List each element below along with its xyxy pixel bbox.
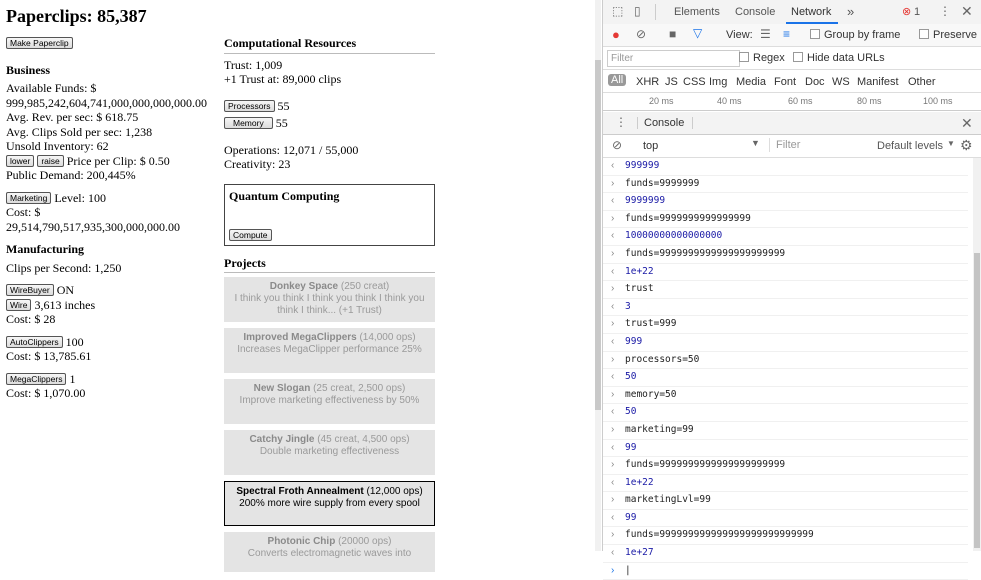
quantum-panel	[224, 184, 435, 246]
console-settings-gear-icon[interactable]: ⚙	[960, 137, 973, 153]
result-arrow-icon: ‹	[611, 230, 615, 242]
business-heading: Business	[6, 62, 51, 77]
context-selector[interactable]: top	[643, 140, 659, 152]
console-input-line	[603, 492, 968, 510]
regex-option[interactable]	[739, 52, 785, 64]
computational-heading: Computational Resources	[224, 36, 435, 54]
input-arrow-icon: ›	[611, 564, 615, 576]
wire-button[interactable]: Wire	[6, 299, 31, 311]
console-line-text: trust	[625, 283, 654, 295]
megaclippers-value: 1	[69, 371, 76, 386]
price-per-clip: Price per Clip: $ 0.50	[66, 153, 170, 168]
project-name: Improved MegaClippers	[243, 332, 357, 343]
console-line-text: marketingLvl=99	[625, 494, 711, 506]
result-arrow-icon: ‹	[611, 371, 615, 383]
console-line-text: 10000000000000000	[625, 230, 723, 242]
group-by-frame-label: Group by frame	[824, 29, 901, 41]
console-prompt[interactable]	[603, 563, 968, 580]
input-arrow-icon: ›	[611, 494, 615, 506]
console-toolbar	[603, 135, 981, 158]
more-tabs-icon[interactable]: »	[847, 4, 855, 19]
console-line-text: 99	[625, 511, 637, 523]
project-cost: (14,000 ops)	[356, 332, 416, 343]
console-line-text: 999	[625, 335, 643, 347]
error-count[interactable]: 1	[914, 6, 921, 18]
regex-checkbox[interactable]	[739, 52, 749, 62]
left-column	[6, 6, 216, 401]
filter-ws[interactable]: WS	[832, 76, 850, 88]
console-result-line	[603, 299, 968, 317]
console-input-line	[603, 176, 968, 194]
console-line-text: 50	[625, 371, 637, 383]
console-result-line	[603, 440, 968, 458]
console-result-line	[603, 193, 968, 211]
console-input-line	[603, 211, 968, 229]
project-desc: Double marketing effectiveness	[259, 446, 400, 457]
record-icon[interactable]: ●	[612, 27, 620, 42]
project-spectral-froth-annealment[interactable]	[224, 481, 435, 526]
avg-revenue: Avg. Rev. per sec: $ 618.75	[6, 110, 139, 124]
project-improved-megaclippers[interactable]	[224, 328, 435, 373]
console-result-line	[603, 158, 968, 176]
marketing-button[interactable]: Marketing	[6, 192, 51, 204]
input-arrow-icon: ›	[611, 388, 615, 400]
avg-clips-sold: Avg. Clips Sold per sec: 1,238	[6, 124, 153, 139]
project-cost: (250 creat)	[338, 281, 390, 292]
console-input-line	[603, 316, 968, 334]
timeline-tick: 60 ms	[788, 96, 813, 106]
page-scrollbar[interactable]	[595, 0, 601, 551]
input-arrow-icon: ›	[611, 247, 615, 259]
tab-elements[interactable]: Elements	[674, 6, 720, 18]
drawer-menu-icon[interactable]: ⋮	[615, 115, 627, 129]
group-by-frame-option[interactable]	[810, 29, 900, 41]
project-cost: (12,000 ops)	[363, 486, 423, 497]
view-label: View:	[726, 29, 753, 41]
project-donkey-space[interactable]	[224, 277, 435, 322]
page-scrollbar-thumb[interactable]	[595, 60, 601, 410]
result-arrow-icon: ‹	[611, 335, 615, 347]
console-input-line	[603, 527, 968, 545]
input-arrow-icon: ›	[611, 459, 615, 471]
page-title: Paperclips: 85,387	[6, 6, 147, 26]
console-result-line	[603, 334, 968, 352]
console-result-line	[603, 369, 968, 387]
preserve-log-checkbox[interactable]	[919, 29, 929, 39]
result-arrow-icon: ‹	[611, 441, 615, 453]
wirebuyer-state: ON	[56, 283, 75, 297]
lower-price-button[interactable]: lower	[6, 155, 34, 167]
console-line-text: marketing=99	[625, 423, 694, 435]
console-line-text: 999999	[625, 160, 660, 171]
network-filter-input[interactable]: Filter	[607, 50, 740, 67]
project-desc: 200% more wire supply from every spool	[239, 498, 420, 509]
make-paperclip-button[interactable]: Make Paperclip	[6, 37, 73, 49]
timeline-tick: 100 ms	[923, 96, 953, 106]
result-arrow-icon: ‹	[611, 300, 615, 312]
console-line-text: funds=9999999	[625, 177, 700, 189]
result-arrow-icon: ‹	[611, 160, 615, 171]
filter-font[interactable]: Font	[774, 76, 797, 88]
funds-value: 999,985,242,604,741,000,000,000,000.00	[6, 95, 207, 110]
unsold-inventory: Unsold Inventory: 62	[6, 139, 109, 153]
console-scrollbar-thumb[interactable]	[974, 253, 980, 548]
console-line-text: processors=50	[625, 353, 700, 365]
resource-type-filters	[603, 70, 981, 93]
project-photonic-chip[interactable]	[224, 532, 435, 572]
timeline-tick: 80 ms	[857, 96, 882, 106]
filter-doc[interactable]: Doc	[805, 76, 825, 88]
kebab-menu-icon[interactable]: ⋮	[939, 4, 951, 18]
console-line-text: funds=9999999999999999999999	[625, 247, 786, 259]
filter-manifest[interactable]: Manifest	[857, 76, 899, 88]
input-arrow-icon: ›	[611, 212, 615, 224]
timeline-tick: 40 ms	[717, 96, 742, 106]
network-toolbar	[603, 24, 981, 47]
project-catchy-jingle[interactable]	[224, 430, 435, 475]
input-arrow-icon: ›	[611, 177, 615, 189]
quantum-heading: Quantum Computing	[229, 188, 340, 203]
timeline-tick: 20 ms	[649, 96, 674, 106]
clear-console-icon[interactable]: ⊘	[612, 138, 623, 152]
memory-value: 55	[275, 116, 288, 130]
close-devtools-icon[interactable]: ✕	[961, 3, 973, 19]
filter-icon[interactable]: ▽	[693, 26, 703, 40]
console-line-text: funds=9999999999999999	[625, 212, 751, 224]
console-input-line	[603, 387, 968, 405]
console-result-line	[603, 404, 968, 422]
console-result-line	[603, 228, 968, 246]
console-input-line	[603, 422, 968, 440]
console-scrollbar[interactable]	[973, 158, 981, 551]
console-line-text: 3	[625, 300, 631, 312]
marketing-cost-value: 29,514,790,517,935,300,000,000.00	[6, 219, 180, 234]
wirebuyer-button[interactable]: WireBuyer	[6, 284, 54, 296]
result-arrow-icon: ‹	[611, 476, 615, 488]
memory-row	[224, 116, 435, 131]
console-line-text: funds=9999999999999999999999	[625, 459, 786, 471]
filter-js[interactable]: JS	[665, 76, 678, 88]
trust: Trust: 1,009	[224, 57, 283, 72]
filter-other[interactable]: Other	[908, 76, 936, 88]
tab-console[interactable]: Console	[735, 6, 776, 18]
console-line-text: |	[625, 564, 631, 576]
project-cost: (45 creat, 4,500 ops)	[314, 434, 410, 445]
tab-network[interactable]: Network	[791, 6, 832, 18]
console-line-text: trust=999	[625, 318, 677, 330]
network-timeline[interactable]	[603, 92, 981, 111]
filter-xhr[interactable]: XHR	[636, 76, 660, 88]
devtools-tabbar	[603, 0, 981, 25]
project-new-slogan[interactable]	[224, 379, 435, 424]
filter-css[interactable]: CSS	[683, 76, 706, 88]
autoclippers-row	[6, 335, 216, 350]
megaclippers-cost: Cost: $ 1,070.00	[6, 386, 86, 400]
console-result-line	[603, 545, 968, 563]
levels-dropdown-icon[interactable]: ▼	[947, 139, 955, 148]
creativity: Creativity: 23	[224, 157, 291, 171]
console-line-text: memory=50	[625, 388, 677, 400]
wire-value: 3,613 inches	[34, 297, 96, 312]
megaclippers-button[interactable]: MegaClippers	[6, 373, 66, 385]
compute-button[interactable]: Compute	[229, 229, 272, 241]
price-row	[6, 154, 216, 169]
console-result-line	[603, 510, 968, 528]
wirebuyer-row	[6, 283, 216, 298]
group-by-frame-checkbox[interactable]	[810, 29, 820, 39]
project-name: Donkey Space	[269, 281, 339, 292]
processors-value: 55	[277, 98, 290, 113]
project-name: Catchy Jingle	[249, 434, 315, 445]
wire-cost: Cost: $ 28	[6, 312, 56, 326]
input-arrow-icon: ›	[611, 353, 615, 365]
clips-per-second: Clips per Second: 1,250	[6, 260, 122, 275]
funds-label: Available Funds: $	[6, 81, 97, 95]
console-result-line	[603, 475, 968, 493]
log-levels-selector[interactable]: Default levels	[877, 140, 944, 152]
project-desc: Converts electromagnetic waves into	[247, 548, 412, 559]
filter-img[interactable]: Img	[709, 76, 728, 88]
console-line-text: 1e+22	[625, 265, 654, 277]
operations: Operations: 12,071 / 55,000	[224, 142, 359, 157]
processors-button[interactable]: Processors	[224, 100, 275, 112]
console-input-line	[603, 281, 968, 299]
console-line-text: 50	[625, 406, 637, 418]
public-demand: Public Demand: 200,445%	[6, 168, 136, 182]
console-output[interactable]	[603, 158, 968, 576]
console-input-line	[603, 246, 968, 264]
network-filter-row	[603, 47, 981, 70]
waterfall-icon[interactable]: ≡	[783, 27, 791, 41]
preserve-log-label: Preserve	[933, 29, 978, 41]
project-desc: Improve marketing effectiveness by 50%	[239, 395, 420, 406]
console-filter-input[interactable]: Filter	[769, 138, 868, 152]
raise-price-button[interactable]: raise	[37, 155, 63, 167]
autoclippers-cost: Cost: $ 13,785.61	[6, 349, 92, 363]
console-line-text: funds=999999999999999999999999999	[625, 529, 814, 541]
drawer-tab-console[interactable]: Console	[637, 117, 693, 129]
console-drawer-header	[603, 112, 981, 135]
project-name: New Slogan	[253, 383, 311, 394]
regex-label: Regex	[753, 52, 785, 64]
right-column	[224, 36, 435, 578]
filter-media[interactable]: Media	[736, 76, 766, 88]
close-drawer-icon[interactable]: ✕	[961, 115, 973, 131]
hide-data-urls-checkbox[interactable]	[793, 52, 803, 62]
result-arrow-icon: ‹	[611, 547, 615, 559]
filter-all[interactable]: All	[608, 74, 626, 86]
result-arrow-icon: ‹	[611, 195, 615, 207]
input-arrow-icon: ›	[611, 318, 615, 330]
manufacturing-heading: Manufacturing	[6, 242, 84, 256]
hide-data-urls-option[interactable]	[793, 52, 885, 64]
project-desc: Increases MegaClipper performance 25%	[237, 344, 422, 355]
project-cost: (20000 ops)	[335, 536, 392, 547]
project-desc: I think you think I think you think I think you think I think... (+1 Trust)	[234, 293, 425, 316]
memory-button[interactable]: Memory	[224, 117, 273, 129]
error-icon[interactable]: ⊗	[902, 6, 912, 18]
console-result-line	[603, 264, 968, 282]
project-cost: (25 creat, 2,500 ops)	[310, 383, 406, 394]
marketing-cost-label: Cost: $	[6, 205, 41, 219]
hide-data-urls-label: Hide data URLs	[807, 52, 885, 64]
autoclippers-value: 100	[65, 334, 84, 349]
console-line-text: 1e+22	[625, 476, 654, 488]
marketing-row	[6, 191, 216, 206]
input-arrow-icon: ›	[611, 423, 615, 435]
project-name: Spectral Froth Annealment	[236, 486, 364, 497]
device-toolbar-icon[interactable]: ▯	[634, 4, 641, 18]
large-rows-icon[interactable]: ☰	[760, 27, 771, 41]
devtools-panel	[602, 0, 981, 576]
result-arrow-icon: ‹	[611, 511, 615, 523]
inspect-element-icon[interactable]: ⬚	[612, 4, 624, 18]
console-input-line	[603, 352, 968, 370]
result-arrow-icon: ‹	[611, 406, 615, 418]
marketing-level: Level: 100	[54, 190, 106, 205]
clear-icon[interactable]: ⊘	[636, 27, 647, 41]
preserve-log-option[interactable]	[919, 29, 977, 41]
console-line-text: 9999999	[625, 195, 666, 207]
processors-row	[224, 99, 435, 114]
console-line-text: 99	[625, 441, 637, 453]
result-arrow-icon: ‹	[611, 265, 615, 277]
input-arrow-icon: ›	[611, 529, 615, 541]
projects-heading: Projects	[224, 256, 435, 274]
console-input-line	[603, 457, 968, 475]
console-line-text: 1e+27	[625, 547, 654, 559]
input-arrow-icon: ›	[611, 283, 615, 295]
wire-row	[6, 298, 216, 313]
screenshot-icon[interactable]: ■	[669, 27, 677, 41]
next-trust: +1 Trust at: 89,000 clips	[224, 72, 342, 86]
megaclippers-row	[6, 372, 216, 387]
autoclippers-button[interactable]: AutoClippers	[6, 336, 63, 348]
project-name: Photonic Chip	[267, 536, 336, 547]
context-dropdown-icon[interactable]: ▼	[751, 138, 760, 148]
